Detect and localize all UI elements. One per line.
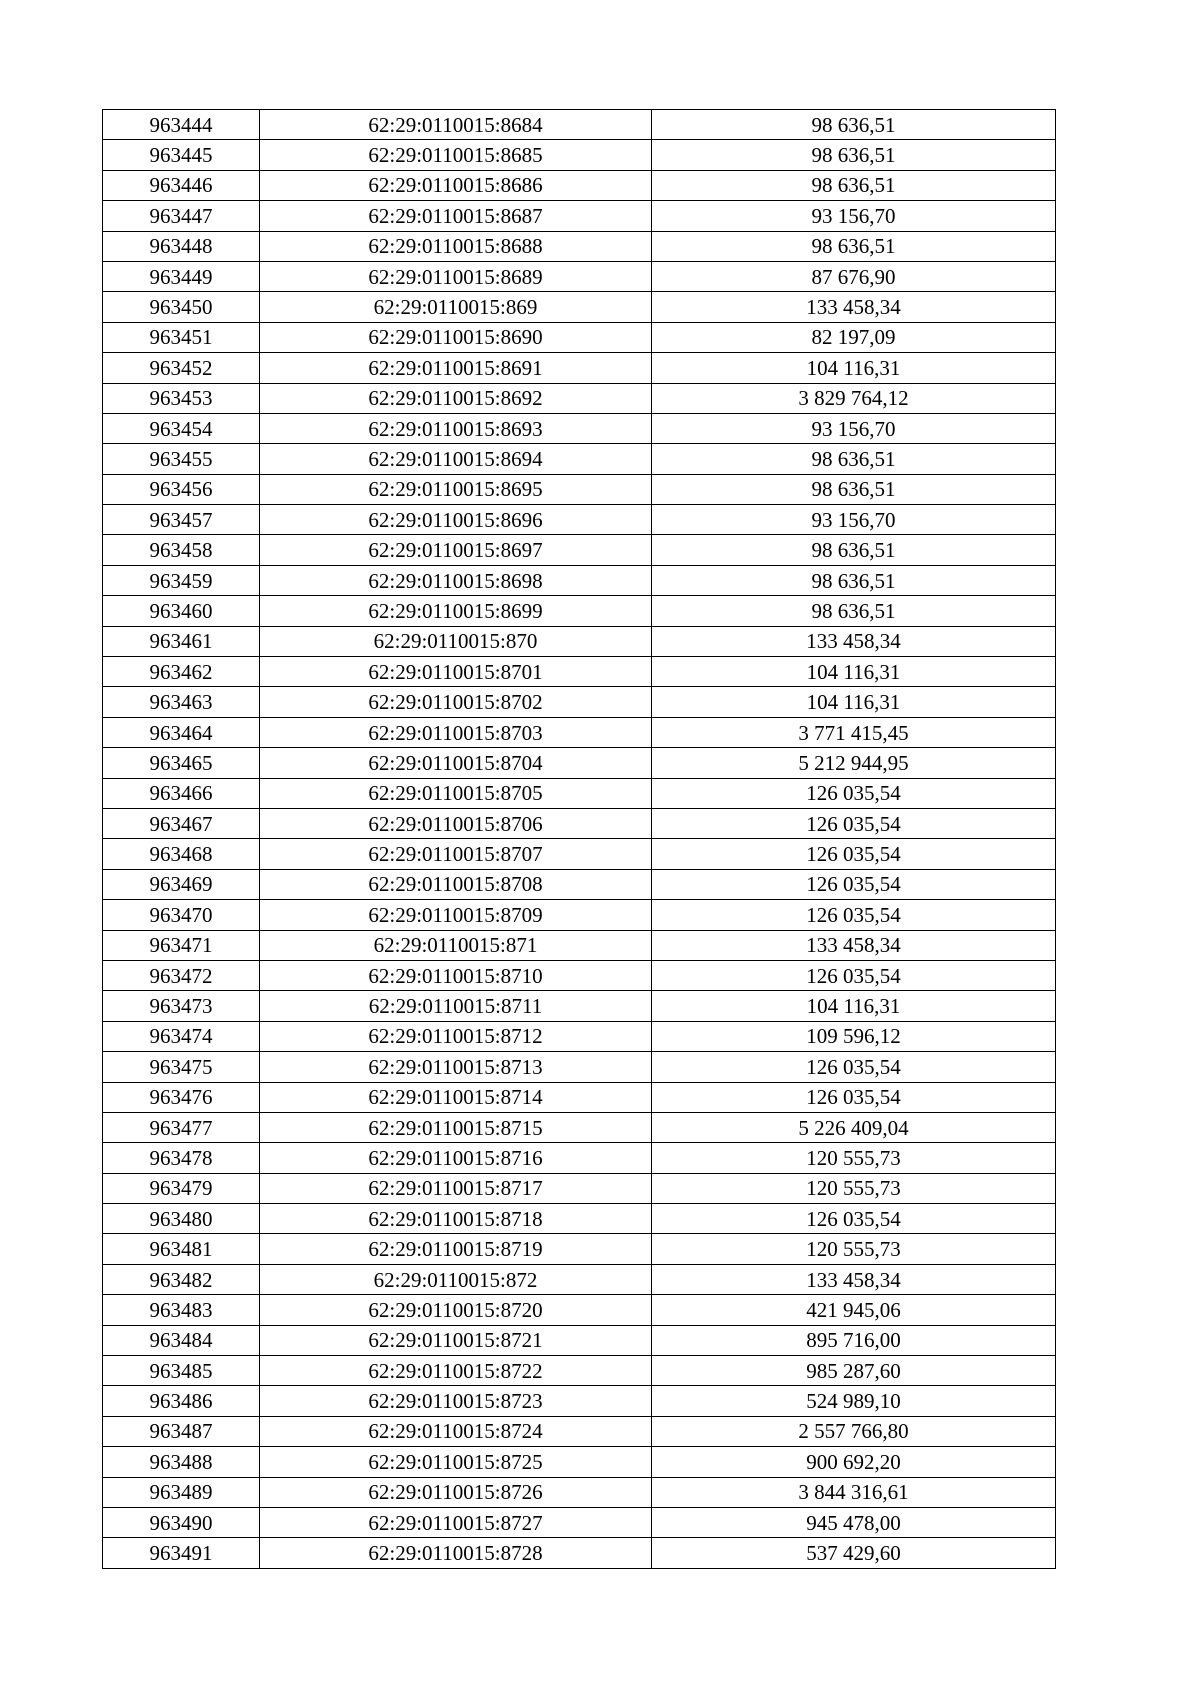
cadastral-value-cell: 900 692,20	[652, 1447, 1056, 1477]
cadastral-number-cell: 62:29:0110015:872	[260, 1264, 652, 1294]
row-number-cell: 963464	[103, 717, 260, 747]
cadastral-number-cell: 62:29:0110015:8703	[260, 717, 652, 747]
row-number-cell: 963456	[103, 474, 260, 504]
cadastral-value-cell: 133 458,34	[652, 1264, 1056, 1294]
cadastral-value-cell: 126 035,54	[652, 778, 1056, 808]
table-row	[103, 1082, 1056, 1112]
cadastral-value-cell: 537 429,60	[652, 1538, 1056, 1568]
cadastral-value-cell: 98 636,51	[652, 535, 1056, 565]
row-number-cell: 963472	[103, 960, 260, 990]
cadastral-value-cell: 93 156,70	[652, 505, 1056, 535]
table-row	[103, 717, 1056, 747]
table-row	[103, 1477, 1056, 1507]
cadastral-number-cell: 62:29:0110015:8728	[260, 1538, 652, 1568]
row-number-cell: 963458	[103, 535, 260, 565]
row-number-cell: 963488	[103, 1447, 260, 1477]
row-number-cell: 963485	[103, 1356, 260, 1386]
cadastral-value-cell: 126 035,54	[652, 1204, 1056, 1234]
cadastral-number-cell: 62:29:0110015:8697	[260, 535, 652, 565]
table-row	[103, 201, 1056, 231]
row-number-cell: 963473	[103, 991, 260, 1021]
cadastral-value-cell: 98 636,51	[652, 596, 1056, 626]
cadastral-number-cell: 62:29:0110015:8711	[260, 991, 652, 1021]
row-number-cell: 963484	[103, 1325, 260, 1355]
cadastral-number-cell: 62:29:0110015:8713	[260, 1052, 652, 1082]
row-number-cell: 963477	[103, 1112, 260, 1142]
row-number-cell: 963448	[103, 231, 260, 261]
cadastral-number-cell: 62:29:0110015:8707	[260, 839, 652, 869]
row-number-cell: 963479	[103, 1173, 260, 1203]
table-row	[103, 1386, 1056, 1416]
table-row	[103, 505, 1056, 535]
cadastral-value-cell: 126 035,54	[652, 1082, 1056, 1112]
cadastral-number-cell: 62:29:0110015:8724	[260, 1416, 652, 1446]
cadastral-number-cell: 62:29:0110015:8691	[260, 353, 652, 383]
cadastral-value-table	[102, 109, 1056, 1569]
cadastral-value-cell: 120 555,73	[652, 1143, 1056, 1173]
table-row	[103, 900, 1056, 930]
cadastral-number-cell: 62:29:0110015:869	[260, 292, 652, 322]
row-number-cell: 963470	[103, 900, 260, 930]
row-number-cell: 963444	[103, 110, 260, 140]
table-row	[103, 292, 1056, 322]
cadastral-number-cell: 62:29:0110015:8704	[260, 748, 652, 778]
row-number-cell: 963454	[103, 413, 260, 443]
cadastral-number-cell: 62:29:0110015:8687	[260, 201, 652, 231]
row-number-cell: 963468	[103, 839, 260, 869]
row-number-cell: 963490	[103, 1507, 260, 1537]
cadastral-value-cell: 104 116,31	[652, 353, 1056, 383]
cadastral-number-cell: 62:29:0110015:8715	[260, 1112, 652, 1142]
row-number-cell: 963480	[103, 1204, 260, 1234]
table-body	[103, 110, 1056, 1569]
row-number-cell: 963449	[103, 261, 260, 291]
row-number-cell: 963459	[103, 565, 260, 595]
table-row	[103, 626, 1056, 656]
cadastral-number-cell: 62:29:0110015:8698	[260, 565, 652, 595]
cadastral-number-cell: 62:29:0110015:8686	[260, 170, 652, 200]
table-row	[103, 322, 1056, 352]
cadastral-value-cell: 98 636,51	[652, 474, 1056, 504]
cadastral-number-cell: 62:29:0110015:8689	[260, 261, 652, 291]
cadastral-value-cell: 133 458,34	[652, 626, 1056, 656]
table-row	[103, 748, 1056, 778]
cadastral-number-cell: 62:29:0110015:8719	[260, 1234, 652, 1264]
cadastral-number-cell: 62:29:0110015:8702	[260, 687, 652, 717]
row-number-cell: 963475	[103, 1052, 260, 1082]
cadastral-value-cell: 104 116,31	[652, 657, 1056, 687]
cadastral-value-cell: 3 829 764,12	[652, 383, 1056, 413]
cadastral-value-cell: 82 197,09	[652, 322, 1056, 352]
table-row	[103, 1204, 1056, 1234]
row-number-cell: 963466	[103, 778, 260, 808]
table-row	[103, 1112, 1056, 1142]
cadastral-value-cell: 93 156,70	[652, 201, 1056, 231]
cadastral-value-cell: 2 557 766,80	[652, 1416, 1056, 1446]
table-row	[103, 444, 1056, 474]
cadastral-value-cell: 126 035,54	[652, 808, 1056, 838]
table-row	[103, 687, 1056, 717]
row-number-cell: 963476	[103, 1082, 260, 1112]
table-row	[103, 1325, 1056, 1355]
row-number-cell: 963463	[103, 687, 260, 717]
cadastral-number-cell: 62:29:0110015:8714	[260, 1082, 652, 1112]
table-row	[103, 930, 1056, 960]
cadastral-number-cell: 62:29:0110015:8722	[260, 1356, 652, 1386]
cadastral-value-cell: 126 035,54	[652, 900, 1056, 930]
table-row	[103, 1416, 1056, 1446]
cadastral-value-cell: 126 035,54	[652, 839, 1056, 869]
cadastral-number-cell: 62:29:0110015:8725	[260, 1447, 652, 1477]
cadastral-value-cell: 133 458,34	[652, 292, 1056, 322]
cadastral-number-cell: 62:29:0110015:8705	[260, 778, 652, 808]
table-row	[103, 110, 1056, 140]
cadastral-value-cell: 126 035,54	[652, 869, 1056, 899]
cadastral-number-cell: 62:29:0110015:8694	[260, 444, 652, 474]
row-number-cell: 963486	[103, 1386, 260, 1416]
cadastral-number-cell: 62:29:0110015:8706	[260, 808, 652, 838]
cadastral-value-cell: 5 212 944,95	[652, 748, 1056, 778]
table-row	[103, 1264, 1056, 1294]
table-row	[103, 1507, 1056, 1537]
table-row	[103, 960, 1056, 990]
cadastral-value-cell: 126 035,54	[652, 1052, 1056, 1082]
cadastral-value-cell: 98 636,51	[652, 444, 1056, 474]
cadastral-number-cell: 62:29:0110015:8690	[260, 322, 652, 352]
cadastral-number-cell: 62:29:0110015:8695	[260, 474, 652, 504]
row-number-cell: 963462	[103, 657, 260, 687]
table-row	[103, 778, 1056, 808]
cadastral-value-cell: 524 989,10	[652, 1386, 1056, 1416]
row-number-cell: 963450	[103, 292, 260, 322]
cadastral-value-cell: 945 478,00	[652, 1507, 1056, 1537]
cadastral-value-cell: 98 636,51	[652, 140, 1056, 170]
table-row	[103, 383, 1056, 413]
table-row	[103, 1021, 1056, 1051]
cadastral-value-cell: 895 716,00	[652, 1325, 1056, 1355]
cadastral-number-cell: 62:29:0110015:8712	[260, 1021, 652, 1051]
cadastral-number-cell: 62:29:0110015:8688	[260, 231, 652, 261]
cadastral-value-cell: 104 116,31	[652, 687, 1056, 717]
table-row	[103, 1295, 1056, 1325]
row-number-cell: 963474	[103, 1021, 260, 1051]
row-number-cell: 963445	[103, 140, 260, 170]
row-number-cell: 963489	[103, 1477, 260, 1507]
row-number-cell: 963469	[103, 869, 260, 899]
cadastral-value-cell: 5 226 409,04	[652, 1112, 1056, 1142]
cadastral-number-cell: 62:29:0110015:8696	[260, 505, 652, 535]
row-number-cell: 963447	[103, 201, 260, 231]
cadastral-value-cell: 3 844 316,61	[652, 1477, 1056, 1507]
cadastral-value-cell: 3 771 415,45	[652, 717, 1056, 747]
row-number-cell: 963491	[103, 1538, 260, 1568]
cadastral-value-cell: 87 676,90	[652, 261, 1056, 291]
table-row	[103, 231, 1056, 261]
row-number-cell: 963457	[103, 505, 260, 535]
cadastral-number-cell: 62:29:0110015:8693	[260, 413, 652, 443]
cadastral-number-cell: 62:29:0110015:8710	[260, 960, 652, 990]
row-number-cell: 963482	[103, 1264, 260, 1294]
table-row	[103, 991, 1056, 1021]
cadastral-number-cell: 62:29:0110015:8709	[260, 900, 652, 930]
cadastral-number-cell: 62:29:0110015:8708	[260, 869, 652, 899]
row-number-cell: 963453	[103, 383, 260, 413]
cadastral-number-cell: 62:29:0110015:8692	[260, 383, 652, 413]
table-row	[103, 1173, 1056, 1203]
cadastral-number-cell: 62:29:0110015:8701	[260, 657, 652, 687]
cadastral-number-cell: 62:29:0110015:8717	[260, 1173, 652, 1203]
cadastral-value-cell: 98 636,51	[652, 170, 1056, 200]
row-number-cell: 963451	[103, 322, 260, 352]
table-row	[103, 170, 1056, 200]
table-row	[103, 657, 1056, 687]
table-row	[103, 1052, 1056, 1082]
cadastral-value-cell: 126 035,54	[652, 960, 1056, 990]
row-number-cell: 963481	[103, 1234, 260, 1264]
cadastral-number-cell: 62:29:0110015:8685	[260, 140, 652, 170]
row-number-cell: 963483	[103, 1295, 260, 1325]
table-row	[103, 353, 1056, 383]
cadastral-value-cell: 93 156,70	[652, 413, 1056, 443]
cadastral-value-cell: 98 636,51	[652, 110, 1056, 140]
cadastral-value-cell: 133 458,34	[652, 930, 1056, 960]
cadastral-value-cell: 98 636,51	[652, 231, 1056, 261]
row-number-cell: 963487	[103, 1416, 260, 1446]
table-row	[103, 869, 1056, 899]
row-number-cell: 963446	[103, 170, 260, 200]
table-row	[103, 596, 1056, 626]
cadastral-value-cell: 98 636,51	[652, 565, 1056, 595]
table-row	[103, 808, 1056, 838]
cadastral-value-cell: 421 945,06	[652, 1295, 1056, 1325]
cadastral-value-cell: 120 555,73	[652, 1173, 1056, 1203]
cadastral-value-cell: 109 596,12	[652, 1021, 1056, 1051]
cadastral-number-cell: 62:29:0110015:8726	[260, 1477, 652, 1507]
table-row	[103, 261, 1056, 291]
cadastral-number-cell: 62:29:0110015:8720	[260, 1295, 652, 1325]
table-row	[103, 1538, 1056, 1568]
table-row	[103, 1234, 1056, 1264]
cadastral-number-cell: 62:29:0110015:8718	[260, 1204, 652, 1234]
cadastral-value-cell: 120 555,73	[652, 1234, 1056, 1264]
cadastral-number-cell: 62:29:0110015:871	[260, 930, 652, 960]
row-number-cell: 963465	[103, 748, 260, 778]
row-number-cell: 963478	[103, 1143, 260, 1173]
table-row	[103, 140, 1056, 170]
table-row	[103, 1356, 1056, 1386]
cadastral-number-cell: 62:29:0110015:8727	[260, 1507, 652, 1537]
table-row	[103, 839, 1056, 869]
table-row	[103, 1143, 1056, 1173]
cadastral-value-cell: 104 116,31	[652, 991, 1056, 1021]
row-number-cell: 963461	[103, 626, 260, 656]
row-number-cell: 963460	[103, 596, 260, 626]
cadastral-number-cell: 62:29:0110015:8716	[260, 1143, 652, 1173]
table-row	[103, 535, 1056, 565]
table-row	[103, 1447, 1056, 1477]
row-number-cell: 963471	[103, 930, 260, 960]
row-number-cell: 963467	[103, 808, 260, 838]
row-number-cell: 963452	[103, 353, 260, 383]
cadastral-number-cell: 62:29:0110015:8723	[260, 1386, 652, 1416]
cadastral-number-cell: 62:29:0110015:8699	[260, 596, 652, 626]
cadastral-number-cell: 62:29:0110015:870	[260, 626, 652, 656]
table-row	[103, 413, 1056, 443]
table-row	[103, 565, 1056, 595]
cadastral-number-cell: 62:29:0110015:8721	[260, 1325, 652, 1355]
cadastral-value-cell: 985 287,60	[652, 1356, 1056, 1386]
table-row	[103, 474, 1056, 504]
row-number-cell: 963455	[103, 444, 260, 474]
cadastral-number-cell: 62:29:0110015:8684	[260, 110, 652, 140]
